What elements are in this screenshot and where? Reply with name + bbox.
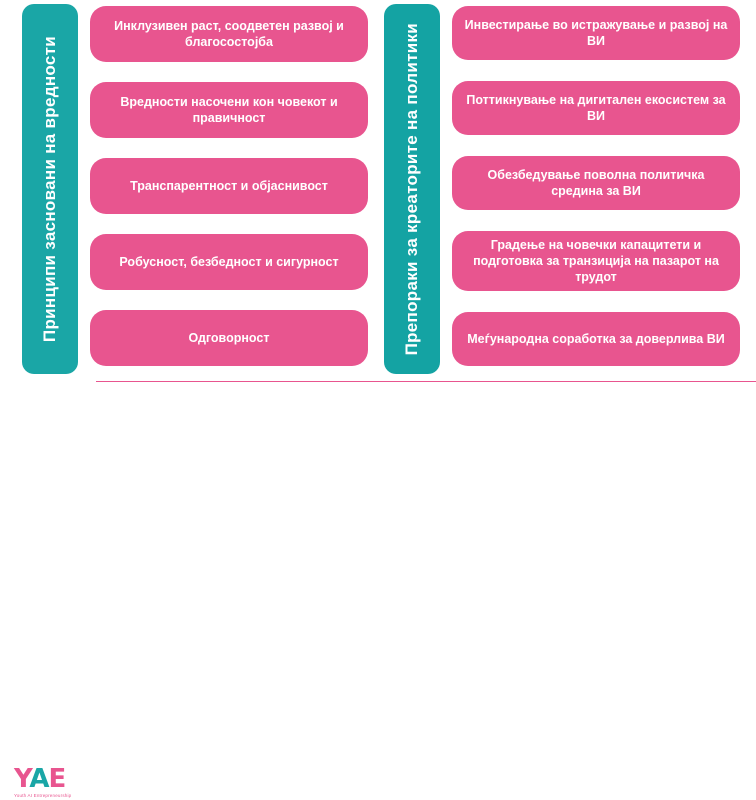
list-item: Робусност, безбедност и сигурност xyxy=(90,234,368,290)
logo-letter-a: A xyxy=(29,764,49,794)
list-item: Вредности насочени кон човекот и правичност xyxy=(90,82,368,138)
list-item: Градење на човечки капацитети и подготовка за транзиција на пазарот на трудот xyxy=(452,231,740,291)
logo-tagline: Youth AI Entrepreneurship xyxy=(14,793,72,798)
list-item: Транспарентност и објаснивост xyxy=(90,158,368,214)
slide-footer xyxy=(0,382,756,798)
list-item: Обезбедување поволна политичка средина за ВИ xyxy=(452,156,740,210)
list-item: Одговорност xyxy=(90,310,368,366)
left-card-list xyxy=(90,4,368,374)
list-item: Меѓународна соработка за доверлива ВИ xyxy=(452,312,740,366)
list-item: Инвестирање во истражување и развој на ВИ xyxy=(452,6,740,60)
right-column-title: Препораки за креаторите на политики xyxy=(402,22,421,356)
logo-wordmark xyxy=(14,766,92,792)
two-column-diagram xyxy=(0,0,756,378)
left-column-title: Принципи засновани на вредности xyxy=(40,35,59,343)
yae-logo xyxy=(14,766,92,800)
list-item: Инклузивен раст, соодветен развој и благосостојба xyxy=(90,6,368,62)
left-column-group xyxy=(0,0,378,378)
right-column-title-bar xyxy=(384,4,440,374)
right-card-list xyxy=(452,4,740,374)
right-column-group xyxy=(378,0,756,378)
logo-letter-y: Y xyxy=(14,764,30,794)
list-item: Поттикнување на дигитален екосистем за ВИ xyxy=(452,81,740,135)
left-column-title-bar xyxy=(22,4,78,374)
logo-letter-e: E xyxy=(48,764,66,794)
